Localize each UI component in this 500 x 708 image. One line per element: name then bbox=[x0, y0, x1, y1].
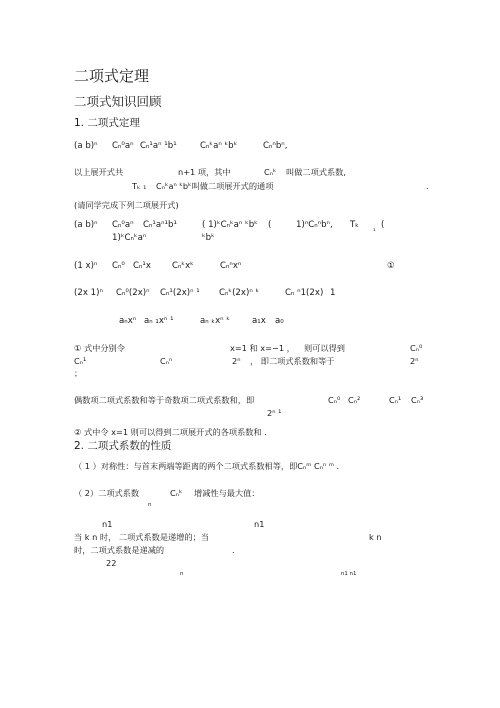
coef-symbol: Cₙ⁰ bbox=[328, 395, 341, 405]
text-fragment: n+1 项，其中 bbox=[178, 167, 231, 177]
formula-lhs: (a b)ⁿ bbox=[74, 141, 98, 151]
formula-term: ( bbox=[381, 220, 385, 230]
formula-term: ( 1)ᵏCₙᵏaⁿ ᵏbᵏ bbox=[202, 220, 258, 230]
text-fragment: ， 即二项式系数和等于 bbox=[250, 356, 335, 366]
formula-lhs: (2x 1)ⁿ bbox=[74, 288, 103, 298]
fraction-denominator: 22 bbox=[106, 558, 117, 568]
text-fragment: 时，二项式系数是递减的 bbox=[74, 545, 165, 555]
formula-term: Cₙⁿxⁿ bbox=[220, 261, 242, 271]
exercise-prompt: (请同学完成下列二项展开式) bbox=[74, 200, 179, 210]
doc-title: 二项式定理 bbox=[74, 67, 150, 85]
subscript-fragment: n bbox=[180, 571, 184, 577]
formula-term: Cₙ¹aⁿ¹b¹ bbox=[143, 220, 177, 230]
text-fragment: 则可以得到 bbox=[304, 343, 345, 353]
formula-term: ( bbox=[268, 220, 272, 230]
item-heading: 1. 二项式定理 bbox=[74, 117, 140, 129]
formula-term: Tₖ bbox=[350, 220, 359, 230]
text-fragment: 以上展开式共 bbox=[74, 167, 124, 177]
coef-symbol: Cₙ² bbox=[348, 395, 361, 405]
power-term: 2ⁿ bbox=[410, 356, 419, 366]
formula-term: ᵏbᵏ bbox=[202, 233, 215, 243]
text-fragment: （ 2）二项式系数 bbox=[74, 488, 140, 498]
text-fragment: 偶数项二项式系数和等于奇数项二项式系数和，即 bbox=[74, 395, 255, 405]
formula-term: 1)ᵏCₙᵏaⁿ bbox=[112, 233, 147, 243]
text-fragment: k n bbox=[369, 532, 382, 542]
formula-term: Cₙᵏ(2x)ⁿ ᵏ bbox=[219, 288, 260, 298]
text-fragment: Cₙᵏaⁿ ᵏbᵏ叫做二项展开式的通项 bbox=[156, 181, 274, 191]
x1-paragraph: ② 式中令 x=1 则可以得到二项展开式的各项系数和 . bbox=[74, 427, 267, 437]
text-fragment: x=1 和 x=−1 ， bbox=[230, 343, 295, 353]
symmetry-property: （ 1 ）对称性：与首末两端等距离的两个二项式系数相等，即Cₙᵐ Cₙⁿ ᵐ . bbox=[74, 461, 340, 471]
equation-number: ① bbox=[387, 261, 395, 271]
formula-term: aₙxⁿ bbox=[119, 316, 137, 326]
fraction-numerator: n1 bbox=[254, 519, 265, 529]
formula-term: Cₙ¹x bbox=[133, 261, 151, 271]
coef-symbol: Cₙ¹ bbox=[74, 356, 87, 366]
formula-term: Cₙ ⁿ1(2x) bbox=[285, 288, 324, 298]
text-fragment: ① 式中分别令 bbox=[74, 343, 125, 353]
text-fragment: . bbox=[426, 181, 429, 191]
coef-symbol: Cₙ⁰ bbox=[410, 343, 423, 353]
formula-term: 1 bbox=[330, 288, 336, 298]
formula-lhs: (a b)ⁿ bbox=[74, 220, 98, 230]
formula-term: Cₙ⁰aⁿ bbox=[112, 220, 134, 230]
formula-term: Cₙ⁰aⁿ bbox=[112, 141, 134, 151]
formula-lhs: (1 x)ⁿ bbox=[74, 261, 98, 271]
text-fragment: 叫做二项式系数, bbox=[286, 167, 346, 177]
subscript-fragment: n bbox=[148, 502, 152, 508]
text-fragment: ； bbox=[74, 368, 83, 378]
formula-term: Cₙ¹(2x)ⁿ ¹ bbox=[160, 288, 200, 298]
coef-symbol: Cₙᵏ bbox=[170, 488, 183, 498]
text-fragment: . bbox=[232, 545, 235, 555]
text-fragment: 增减性与最大值： bbox=[194, 488, 260, 498]
power-term: 2ⁿ bbox=[232, 356, 241, 366]
subscript-fragment: n1 n1 bbox=[341, 571, 357, 577]
general-term-symbol: Tₖ ₁ bbox=[132, 181, 147, 191]
section-heading: 二项式知识回顾 bbox=[74, 94, 162, 109]
formula-term: 1)ⁿCₙⁿbⁿ, bbox=[296, 220, 333, 230]
formula-term: Cₙᵏaⁿ ᵏbᵏ bbox=[200, 141, 238, 151]
formula-term: a₀ bbox=[275, 316, 284, 326]
formula-term: Cₙ¹aⁿ ¹b¹ bbox=[140, 141, 177, 151]
coef-symbol: Cₙ³ bbox=[411, 395, 424, 405]
power-term: 2ⁿ ¹ bbox=[267, 408, 282, 418]
formula-subscript: ₁ bbox=[373, 225, 376, 233]
formula-term: Cₙᵏxᵏ bbox=[172, 261, 194, 271]
item-heading: 2. 二项式系数的性质 bbox=[74, 440, 172, 452]
coef-symbol: Cₙ¹ bbox=[389, 395, 402, 405]
fraction-numerator: n1 bbox=[102, 519, 113, 529]
formula-term: Cₙ⁰ bbox=[112, 261, 125, 271]
formula-term: a₁x bbox=[252, 316, 266, 326]
coef-symbol: Cₙᵏ bbox=[264, 167, 277, 177]
formula-term: aₙ ₁xⁿ ¹ bbox=[144, 316, 174, 326]
text-fragment: 当 k n 时， 二项式系数是递增的；当 bbox=[74, 532, 209, 542]
coef-symbol: Cₙⁿ bbox=[160, 356, 173, 366]
formula-term: Cₙ⁰(2x)ⁿ bbox=[116, 288, 150, 298]
formula-term: aₙ ₖxⁿ ᵏ bbox=[200, 316, 230, 326]
formula-term: Cₙⁿbⁿ, bbox=[263, 141, 288, 151]
